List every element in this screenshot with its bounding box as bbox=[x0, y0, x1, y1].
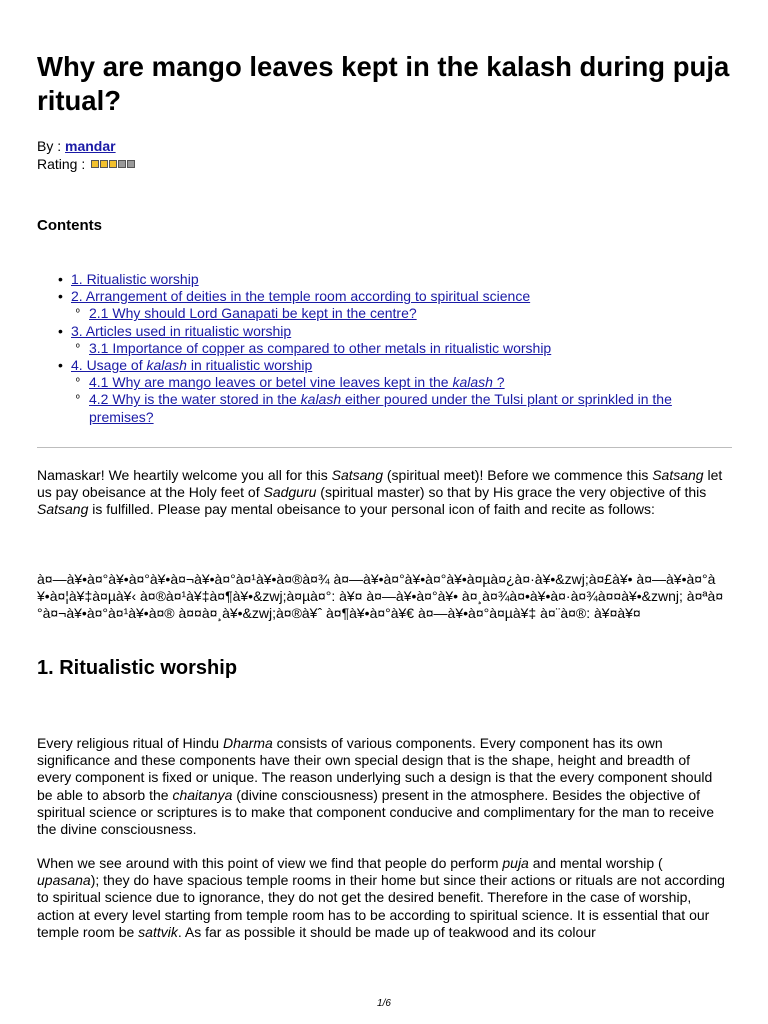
mantra-text: à¤—à¥•à¤°à¥•à¤°à¥•à¤¬à¥•à¤°à¤¹à¥•à¤®à¤¾ à¤—à¥•à¤°à¥•à¤°à¥•à¤µà¤¿à¤·à¥•&zwj;à¤£à¥• à¤—à¥•à¤°à¥•à¤¦à¥‡à¤µà¥‹ à¤®à¤¹à¥‡à¤¶à¥•&zwj;à¤µà¤°: à¥¤ à¤—à¥•à¤°à¥• à¤¸à¤¾à¤•à¥•à¤·à¤¾à¤¤à¥•&zwnj; à¤ªà¤°à¤¬à¥•à¤°à¤¹à¥•à¤® à¤¤à¤¸à¥•&zwj;à¤®à¥ˆ à¤¶à¥•à¤°à¥€ à¤—à¥•à¤°à¤µà¥‡ à¤¨à¤®: à¥¤à¥¤ bbox=[37, 571, 724, 622]
toc-sublist-2 bbox=[76, 305, 738, 322]
intro-text-2: (spiritual meet)! Before we commence this bbox=[383, 467, 653, 483]
s1p1-text-c: (divine consciousness) present in the atmosphere. Besides the objective of spiritual science or scriptures is to make that component conducive and complimentary for the man to receive the divine consciousness. bbox=[37, 786, 714, 838]
s1p1-text-a: Every religious ritual of Hindu bbox=[37, 735, 223, 751]
toc-link-2-1[interactable]: 2.1 Why should Lord Ganapati be kept in the centre? bbox=[89, 305, 417, 322]
author-link[interactable]: mandar bbox=[65, 138, 116, 154]
toc-item-4-1 bbox=[76, 374, 738, 391]
toc-item-1 bbox=[58, 271, 738, 288]
toc-link-3[interactable]: 3. Articles used in ritualistic worship bbox=[71, 322, 292, 339]
intro-em-2: Satsang bbox=[652, 467, 704, 483]
author-row bbox=[37, 137, 135, 155]
intro-em-3: Sadguru bbox=[263, 484, 317, 501]
star-empty-icon bbox=[118, 160, 126, 168]
toc-item-4-2 bbox=[76, 391, 738, 425]
toc-link-4-1-post: ? bbox=[492, 374, 505, 391]
section-divider bbox=[37, 447, 732, 448]
toc-item-3 bbox=[58, 323, 738, 357]
s1p1-em-1: Dharma bbox=[222, 735, 273, 751]
s1p2-em-3: sattvik bbox=[138, 923, 178, 940]
s1p2-em-1: puja bbox=[502, 855, 529, 871]
toc-link-4-2-em: kalash bbox=[300, 391, 342, 408]
s1p1-text-b: consists of various components. Every component has its own significance and these components have their own special design that is the shape, height and breadth of every component is fixed or unique. The reason underlying such a design is that the every component should be able to absorb the bbox=[37, 735, 713, 803]
rating-stars bbox=[91, 160, 135, 168]
section-heading-1: 1. Ritualistic worship bbox=[37, 657, 238, 679]
s1p2-text-c: ); they do have spacious temple rooms in their home but since their actions or rituals are not according to spiritual science due to ignorance, they do not get the desired benefit. Therefore in the case of worship, action at every level starting from temple room has to be according to spiritual science. It is essential that our temple room be bbox=[37, 872, 725, 940]
star-filled-icon bbox=[91, 160, 99, 168]
intro-text-4: (spiritual master) so that by His grace the very objective of this bbox=[316, 484, 707, 501]
toc-link-4-2-post: either poured under the Tulsi plant or sprinkled in the premises? bbox=[89, 391, 672, 425]
toc-link-4-1-pre: 4.1 Why are mango leaves or betel vine leaves kept in the bbox=[89, 374, 453, 391]
star-filled-icon bbox=[100, 160, 108, 168]
toc-link-4-1-em: kalash bbox=[452, 374, 493, 391]
toc-link-4-pre: 4. Usage of bbox=[71, 357, 147, 374]
intro-paragraph bbox=[37, 467, 727, 519]
toc-item-4 bbox=[58, 357, 738, 426]
toc-link-4-2[interactable] bbox=[89, 391, 672, 424]
toc-link-4[interactable] bbox=[71, 357, 312, 373]
intro-text-1: Namaskar! We heartily welcome you all for this bbox=[37, 467, 332, 483]
star-filled-icon bbox=[109, 160, 117, 168]
toc-link-4-em: kalash bbox=[146, 357, 187, 374]
s1p2-text-d: . As far as possible it should be made up of teakwood and its colour bbox=[177, 923, 596, 940]
page-title: Why are mango leaves kept in the kalash during puja ritual? bbox=[37, 51, 730, 116]
star-empty-icon bbox=[127, 160, 135, 168]
toc-sublist-4 bbox=[76, 374, 738, 426]
intro-text-3: let us pay obeisance at the Holy feet of bbox=[37, 467, 723, 501]
toc-item-2 bbox=[58, 288, 738, 322]
intro-text-5: is fulfilled. Please pay mental obeisance to your personal icon of faith and recite as follows: bbox=[88, 501, 655, 518]
toc-sublist-3 bbox=[76, 340, 738, 357]
by-label: By : bbox=[37, 138, 62, 154]
s1p2-text-b: and mental worship ( bbox=[528, 855, 663, 871]
toc-link-4-2-pre: 4.2 Why is the water stored in the bbox=[89, 391, 301, 408]
toc-link-1[interactable]: 1. Ritualistic worship bbox=[71, 271, 199, 287]
toc-link-3-1[interactable]: 3.1 Importance of copper as compared to other metals in ritualistic worship bbox=[89, 339, 552, 356]
toc-item-2-1 bbox=[76, 305, 738, 322]
section-1-paragraph-1 bbox=[37, 735, 727, 838]
intro-em-1: Satsang bbox=[331, 467, 383, 483]
s1p2-text-a: When we see around with this point of view we find that people do perform bbox=[37, 855, 503, 871]
s1p2-em-2: upasana bbox=[37, 872, 91, 889]
s1p1-em-2: chaitanya bbox=[172, 786, 233, 803]
toc-item-3-1 bbox=[76, 340, 738, 357]
intro-em-4: Satsang bbox=[37, 501, 89, 518]
article-meta bbox=[37, 137, 135, 173]
toc-link-4-post: in ritualistic worship bbox=[186, 357, 313, 374]
table-of-contents bbox=[58, 271, 738, 426]
toc-link-4-1[interactable] bbox=[89, 374, 505, 390]
toc-link-2[interactable]: 2. Arrangement of deities in the temple room according to spiritual science bbox=[71, 288, 531, 305]
page-number: 1/6 bbox=[377, 998, 391, 1009]
section-1-paragraph-2 bbox=[37, 855, 727, 941]
contents-heading: Contents bbox=[37, 217, 102, 234]
rating-label: Rating : bbox=[37, 156, 86, 172]
rating-row bbox=[37, 155, 135, 173]
